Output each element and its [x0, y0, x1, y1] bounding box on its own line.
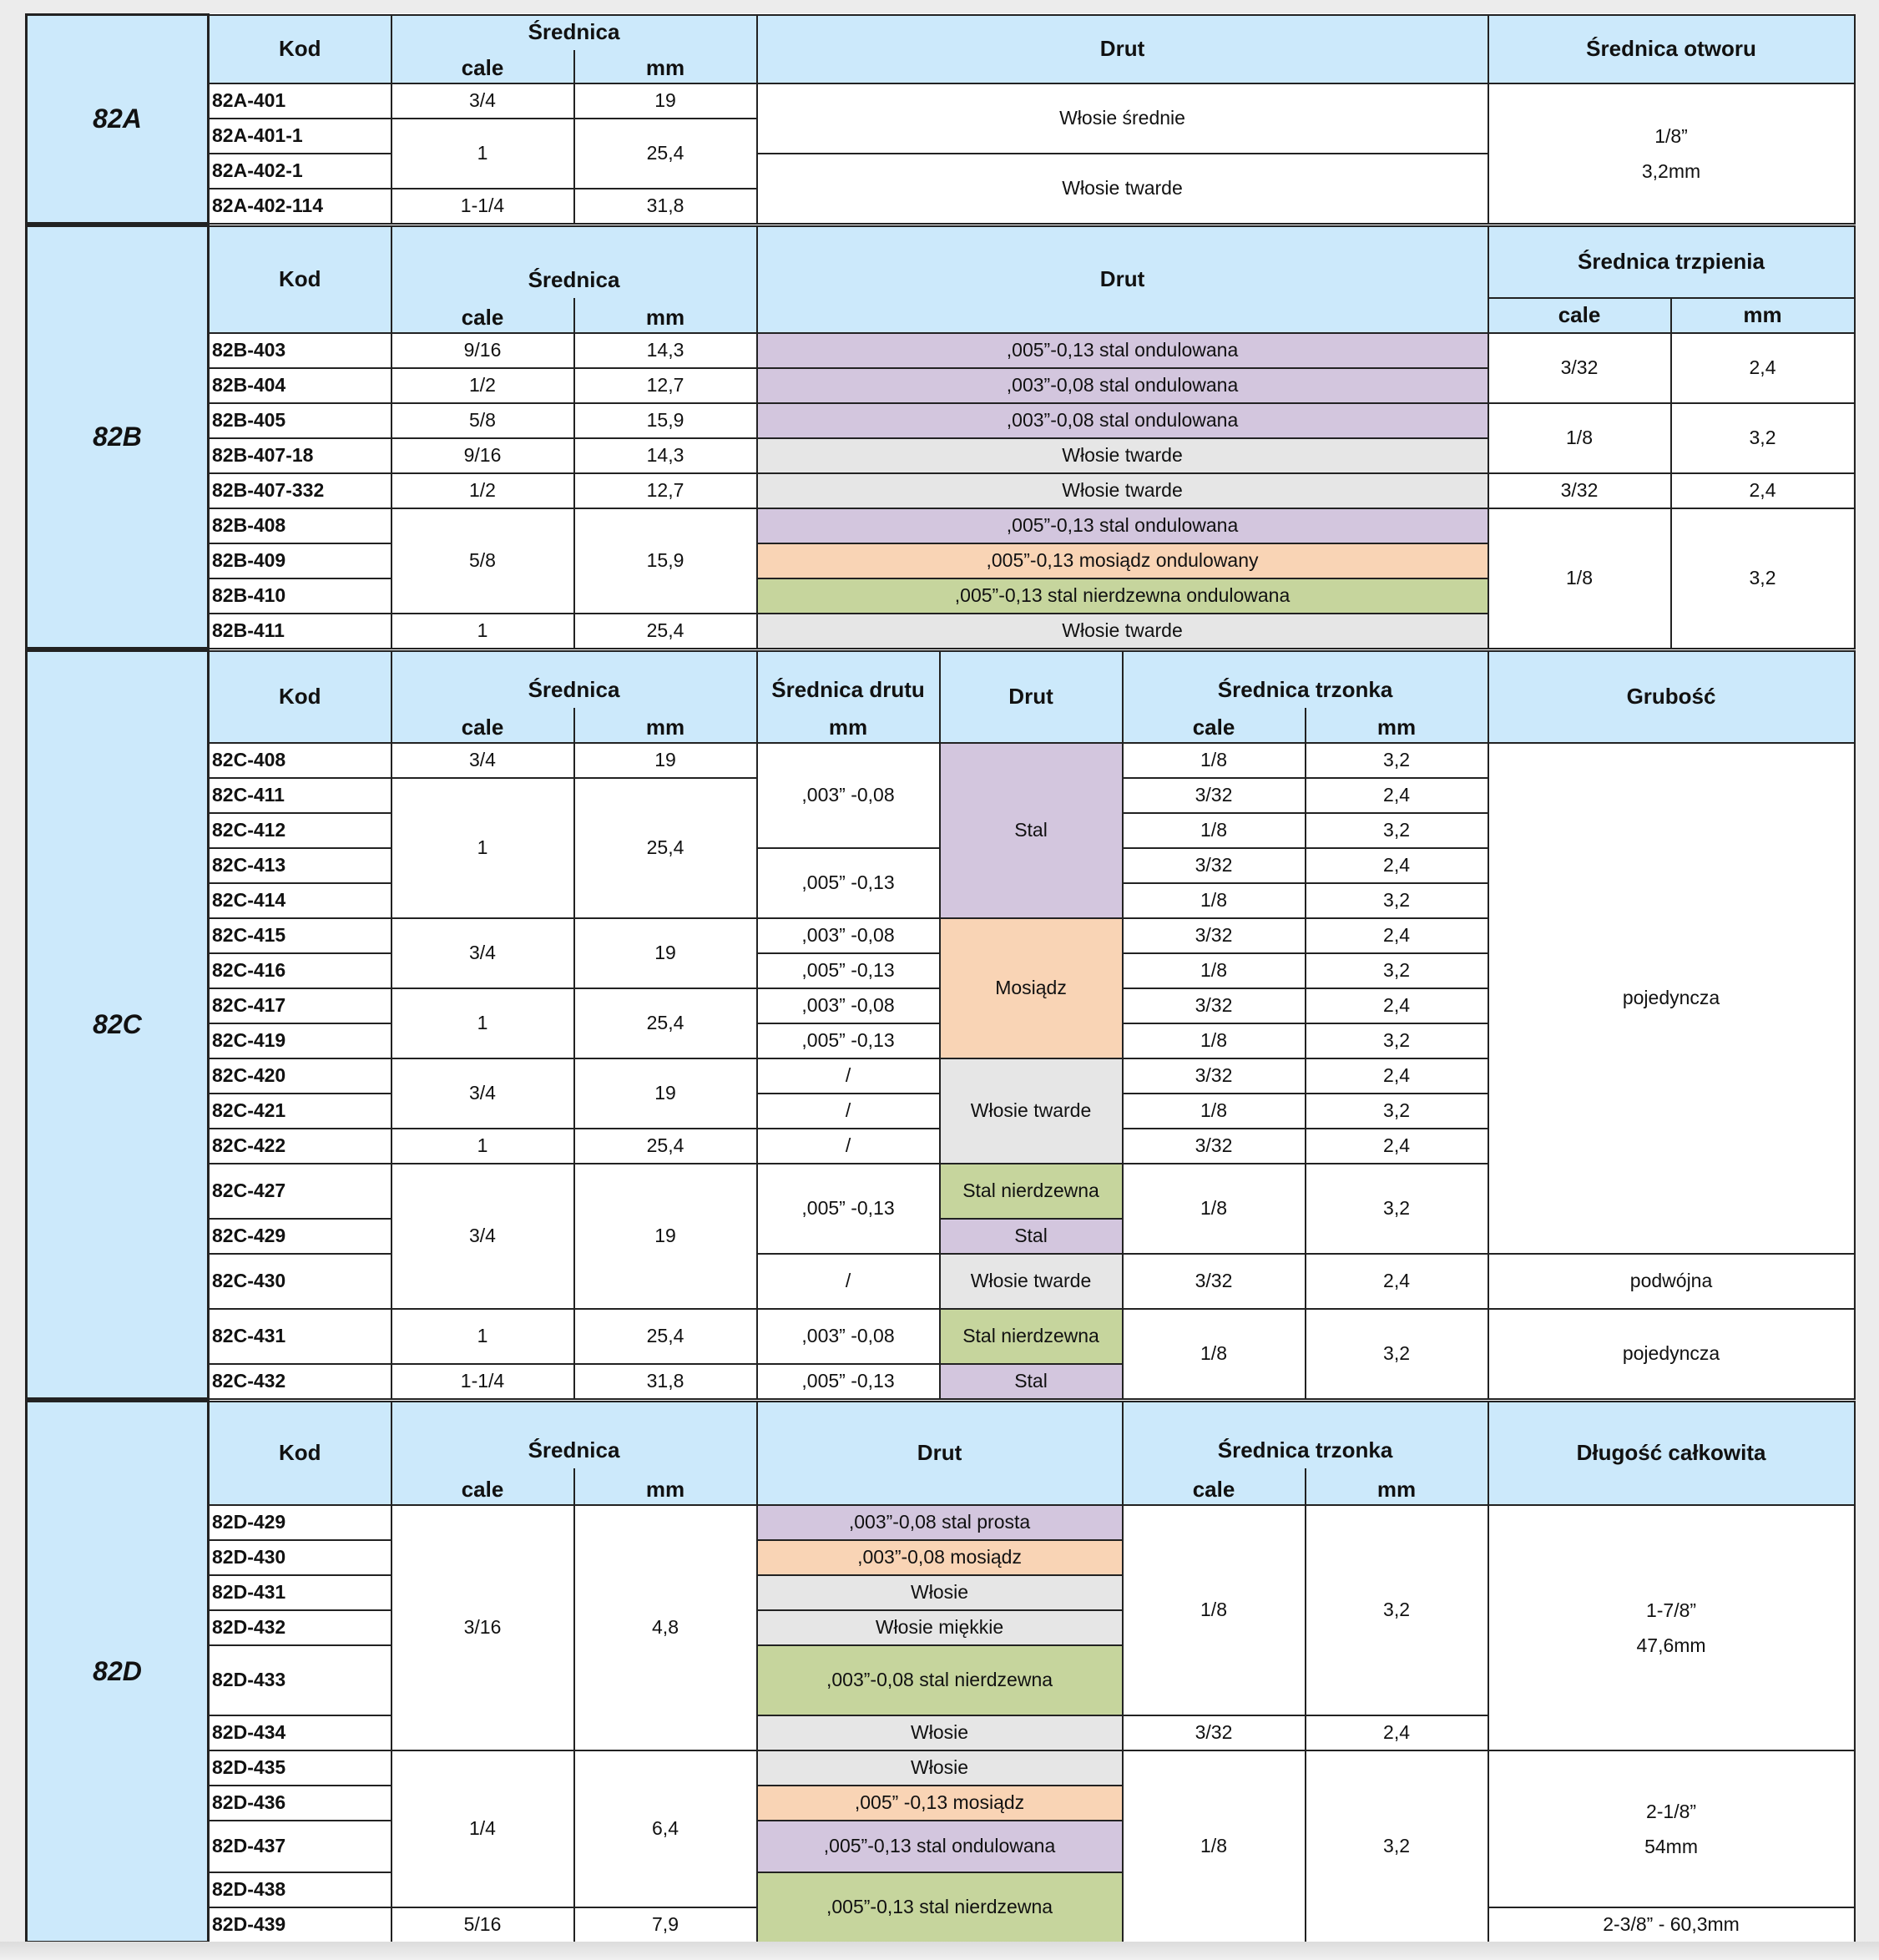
shank-mm: 2,4: [1306, 1058, 1488, 1094]
wire-type: ,005”-0,13 stal nierdzewna ondulowana: [757, 578, 1488, 614]
diameter-mm: 19: [574, 918, 757, 988]
product-code: 82C-413: [209, 848, 391, 883]
shank-mm: 3,2: [1306, 1750, 1488, 1942]
shank-mm: 2,4: [1306, 1254, 1488, 1309]
header-srednica: Średnica: [391, 15, 757, 50]
wire-type: Włosie twarde: [757, 473, 1488, 508]
header-cale: cale: [391, 708, 574, 743]
overall-length-inch: 1-7/8”: [1645, 1599, 1697, 1621]
hole-diameter-inch: 1/8”: [1654, 124, 1688, 147]
overall-length-mm: 54mm: [1644, 1835, 1698, 1857]
wire-diameter: ,005” -0,13: [757, 953, 940, 988]
diameter-mm: 6,4: [574, 1750, 757, 1907]
diameter-mm: 14,3: [574, 333, 757, 368]
header-drut: Drut: [940, 651, 1123, 743]
product-code: 82D-431: [209, 1575, 391, 1610]
diameter-inch: 9/16: [391, 438, 574, 473]
shank-mm: 2,4: [1306, 988, 1488, 1023]
product-code: 82B-409: [209, 543, 391, 578]
product-code: 82C-427: [209, 1164, 391, 1219]
product-code: 82C-414: [209, 883, 391, 918]
header-drut: Drut: [757, 226, 1488, 333]
header-srednica-drutu: Średnica drutu: [757, 651, 940, 708]
product-code: 82A-402-1: [209, 154, 391, 189]
shank-mm: 3,2: [1306, 743, 1488, 778]
diameter-inch: 1: [391, 119, 574, 189]
product-code: 82B-411: [209, 614, 391, 649]
wire-type: ,003”-0,08 stal nierdzewna: [757, 1645, 1123, 1715]
product-code: 82B-403: [209, 333, 391, 368]
wire-diameter: ,003” -0,08: [757, 743, 940, 848]
header-kod: Kod: [209, 226, 391, 333]
section-82d-table: [25, 1400, 1856, 1943]
wire-type: Stal nierdzewna: [940, 1309, 1123, 1364]
shank-mm: 3,2: [1306, 1094, 1488, 1129]
shank-mm: 2,4: [1671, 333, 1855, 403]
diameter-inch: 3/16: [391, 1505, 574, 1750]
product-code: 82B-408: [209, 508, 391, 543]
wire-diameter: ,003” -0,08: [757, 918, 940, 953]
section-label: 82C: [27, 651, 209, 1399]
section-label: 82A: [27, 15, 209, 224]
diameter-mm: 31,8: [574, 1364, 757, 1399]
product-code: 82C-408: [209, 743, 391, 778]
wire-type: Mosiądz: [940, 918, 1123, 1058]
header-drut: Drut: [757, 15, 1488, 83]
wire-type: Stal: [940, 1364, 1123, 1399]
overall-length: [1488, 1750, 1855, 1907]
diameter-inch: 1: [391, 1309, 574, 1364]
wire-type: Włosie twarde: [940, 1254, 1123, 1309]
section-label: 82B: [27, 226, 209, 649]
product-code: 82C-432: [209, 1364, 391, 1399]
diameter-mm: 31,8: [574, 189, 757, 224]
product-code: 82C-411: [209, 778, 391, 813]
product-code: 82C-420: [209, 1058, 391, 1094]
diameter-mm: 15,9: [574, 403, 757, 438]
diameter-inch: 3/4: [391, 918, 574, 988]
diameter-mm: 19: [574, 83, 757, 119]
diameter-inch: 3/4: [391, 83, 574, 119]
wire-type: ,005”-0,13 mosiądz ondulowany: [757, 543, 1488, 578]
thickness: pojedyncza: [1488, 743, 1855, 1254]
product-code: 82D-437: [209, 1821, 391, 1872]
shank-inch: 3/32: [1488, 473, 1671, 508]
shank-mm: 3,2: [1306, 953, 1488, 988]
wire-type: Włosie twarde: [757, 438, 1488, 473]
wire-type: Włosie twarde: [757, 614, 1488, 649]
header-mm: mm: [1306, 1468, 1488, 1505]
header-kod: Kod: [209, 15, 391, 83]
shank-mm: 2,4: [1306, 1715, 1488, 1750]
diameter-mm: 19: [574, 743, 757, 778]
wire-type: ,003”-0,08 stal ondulowana: [757, 368, 1488, 403]
shank-inch: 1/8: [1123, 953, 1306, 988]
diameter-mm: 25,4: [574, 1309, 757, 1364]
section-82a-table: [25, 13, 1856, 225]
wire-diameter: ,005” -0,13: [757, 1023, 940, 1058]
product-code: 82D-438: [209, 1872, 391, 1907]
product-code: 82C-431: [209, 1309, 391, 1364]
shank-mm: 3,2: [1306, 813, 1488, 848]
product-code: 82C-419: [209, 1023, 391, 1058]
product-code: 82B-410: [209, 578, 391, 614]
shank-mm: 3,2: [1306, 1505, 1488, 1715]
wire-type: Włosie średnie: [757, 83, 1488, 154]
shank-mm: 3,2: [1306, 1023, 1488, 1058]
wire-type: ,003”-0,08 stal prosta: [757, 1505, 1123, 1540]
shank-mm: 3,2: [1306, 1164, 1488, 1254]
shank-inch: 3/32: [1488, 333, 1671, 403]
diameter-inch: 1: [391, 1129, 574, 1164]
header-cale: cale: [391, 50, 574, 83]
product-code: 82C-416: [209, 953, 391, 988]
product-code: 82D-435: [209, 1750, 391, 1786]
wire-diameter: ,003” -0,08: [757, 1309, 940, 1364]
header-srednica: Średnica: [391, 651, 757, 708]
diameter-mm: 4,8: [574, 1505, 757, 1750]
shank-inch: 3/32: [1123, 1058, 1306, 1094]
diameter-inch: 5/16: [391, 1907, 574, 1942]
shank-mm: 3,2: [1671, 508, 1855, 649]
shank-mm: 2,4: [1306, 1129, 1488, 1164]
wire-type: Stal: [940, 1219, 1123, 1254]
shank-inch: 3/32: [1123, 1715, 1306, 1750]
product-code: 82C-412: [209, 813, 391, 848]
header-cale: cale: [391, 1468, 574, 1505]
thickness: podwójna: [1488, 1254, 1855, 1309]
wire-type: ,005”-0,13 stal ondulowana: [757, 1821, 1123, 1872]
shank-inch: 1/8: [1488, 508, 1671, 649]
header-mm: mm: [574, 708, 757, 743]
shank-inch: 3/32: [1123, 778, 1306, 813]
shank-inch: 1/8: [1123, 1505, 1306, 1715]
header-cale: cale: [1488, 298, 1671, 333]
shank-inch: 1/8: [1123, 1164, 1306, 1254]
wire-type: ,005”-0,13 stal nierdzewna: [757, 1872, 1123, 1942]
header-grubosc: Grubość: [1488, 651, 1855, 743]
diameter-inch: 1: [391, 614, 574, 649]
hole-diameter: [1488, 83, 1855, 224]
shank-inch: 3/32: [1123, 918, 1306, 953]
shank-inch: 3/32: [1123, 1129, 1306, 1164]
header-srednica-trzpienia: Średnica trzpienia: [1488, 226, 1855, 298]
header-mm: mm: [574, 298, 757, 333]
product-code: 82A-402-114: [209, 189, 391, 224]
header-cale: cale: [1123, 1468, 1306, 1505]
header-mm: mm: [757, 708, 940, 743]
overall-length-mm: 47,6mm: [1636, 1634, 1706, 1656]
header-srednica-trzonka: Średnica trzonka: [1123, 1402, 1488, 1468]
header-mm: mm: [574, 50, 757, 83]
diameter-mm: 7,9: [574, 1907, 757, 1942]
wire-type: ,005”-0,13 stal ondulowana: [757, 333, 1488, 368]
product-code: 82C-422: [209, 1129, 391, 1164]
product-code: 82B-407-18: [209, 438, 391, 473]
shank-mm: 2,4: [1671, 473, 1855, 508]
diameter-mm: 12,7: [574, 368, 757, 403]
product-code: 82C-421: [209, 1094, 391, 1129]
wire-type: Stal: [940, 743, 1123, 918]
wire-type: ,005” -0,13 mosiądz: [757, 1786, 1123, 1821]
hole-diameter-mm: 3,2mm: [1641, 159, 1701, 182]
diameter-mm: 25,4: [574, 778, 757, 918]
shank-mm: 2,4: [1306, 778, 1488, 813]
shank-inch: 1/8: [1123, 813, 1306, 848]
product-spec-sheet: [25, 13, 1853, 1943]
diameter-mm: 14,3: [574, 438, 757, 473]
overall-length: [1488, 1505, 1855, 1750]
diameter-mm: 25,4: [574, 119, 757, 189]
wire-diameter: /: [757, 1129, 940, 1164]
diameter-inch: 3/4: [391, 1058, 574, 1129]
shank-mm: 3,2: [1306, 883, 1488, 918]
header-drut: Drut: [757, 1402, 1123, 1505]
shank-inch: 1/8: [1123, 743, 1306, 778]
wire-type: Włosie twarde: [940, 1058, 1123, 1164]
product-code: 82C-415: [209, 918, 391, 953]
product-code: 82D-439: [209, 1907, 391, 1942]
diameter-inch: 1/4: [391, 1750, 574, 1907]
diameter-mm: 15,9: [574, 508, 757, 614]
wire-type: Włosie: [757, 1575, 1123, 1610]
shank-inch: 1/8: [1123, 883, 1306, 918]
diameter-inch: 3/4: [391, 1164, 574, 1309]
diameter-inch: 1: [391, 778, 574, 918]
diameter-mm: 25,4: [574, 988, 757, 1058]
header-mm: mm: [574, 1468, 757, 1505]
diameter-mm: 19: [574, 1058, 757, 1129]
header-srednica-otworu: Średnica otworu: [1488, 15, 1855, 83]
diameter-mm: 19: [574, 1164, 757, 1309]
product-code: 82D-429: [209, 1505, 391, 1540]
diameter-inch: 3/4: [391, 743, 574, 778]
diameter-inch: 1/2: [391, 368, 574, 403]
product-code: 82B-404: [209, 368, 391, 403]
wire-type: Włosie: [757, 1750, 1123, 1786]
product-code: 82A-401: [209, 83, 391, 119]
diameter-inch: 1/2: [391, 473, 574, 508]
header-dlugosc-calkowita: Długość całkowita: [1488, 1402, 1855, 1505]
wire-type: Włosie miękkie: [757, 1610, 1123, 1645]
shank-inch: 3/32: [1123, 848, 1306, 883]
shank-mm: 2,4: [1306, 918, 1488, 953]
wire-type: Stal nierdzewna: [940, 1164, 1123, 1219]
product-code: 82D-432: [209, 1610, 391, 1645]
shank-inch: 1/8: [1123, 1750, 1306, 1942]
shank-inch: 1/8: [1123, 1023, 1306, 1058]
diameter-mm: 12,7: [574, 473, 757, 508]
shank-mm: 3,2: [1306, 1309, 1488, 1399]
product-code: 82C-417: [209, 988, 391, 1023]
wire-diameter: ,005” -0,13: [757, 1164, 940, 1254]
wire-diameter: ,003” -0,08: [757, 988, 940, 1023]
wire-type: Włosie twarde: [757, 154, 1488, 224]
wire-diameter: /: [757, 1058, 940, 1094]
shank-mm: 2,4: [1306, 848, 1488, 883]
diameter-inch: 1-1/4: [391, 1364, 574, 1399]
shank-mm: 3,2: [1671, 403, 1855, 473]
diameter-mm: 25,4: [574, 614, 757, 649]
header-kod: Kod: [209, 651, 391, 743]
diameter-inch: 5/8: [391, 508, 574, 614]
diameter-inch: 5/8: [391, 403, 574, 438]
thickness: pojedyncza: [1488, 1309, 1855, 1399]
shank-inch: 3/32: [1123, 988, 1306, 1023]
wire-diameter: ,005” -0,13: [757, 848, 940, 918]
wire-type: ,003”-0,08 mosiądz: [757, 1540, 1123, 1575]
header-cale: cale: [391, 298, 574, 333]
overall-length-inch: 2-1/8”: [1645, 1800, 1697, 1822]
product-code: 82D-434: [209, 1715, 391, 1750]
wire-diameter: /: [757, 1094, 940, 1129]
overall-length: 2-3/8” - 60,3mm: [1488, 1907, 1855, 1942]
product-code: 82B-405: [209, 403, 391, 438]
section-82b-table: [25, 225, 1856, 649]
header-mm: mm: [1671, 298, 1855, 333]
product-code: 82A-401-1: [209, 119, 391, 154]
wire-diameter: /: [757, 1254, 940, 1309]
page-bottom-shadow: [0, 1942, 1879, 1960]
shank-inch: 3/32: [1123, 1254, 1306, 1309]
header-kod: Kod: [209, 1402, 391, 1505]
section-label: 82D: [27, 1402, 209, 1942]
wire-type: ,003”-0,08 stal ondulowana: [757, 403, 1488, 438]
diameter-inch: 1-1/4: [391, 189, 574, 224]
diameter-inch: 9/16: [391, 333, 574, 368]
shank-inch: 1/8: [1488, 403, 1671, 473]
header-cale: cale: [1123, 708, 1306, 743]
shank-inch: 1/8: [1123, 1094, 1306, 1129]
wire-diameter: ,005” -0,13: [757, 1364, 940, 1399]
product-code: 82D-430: [209, 1540, 391, 1575]
diameter-mm: 25,4: [574, 1129, 757, 1164]
header-mm: mm: [1306, 708, 1488, 743]
section-82c-table: [25, 649, 1856, 1400]
header-srednica: Średnica: [391, 1402, 757, 1468]
wire-type: ,005”-0,13 stal ondulowana: [757, 508, 1488, 543]
product-code: 82D-436: [209, 1786, 391, 1821]
product-code: 82B-407-332: [209, 473, 391, 508]
header-srednica-trzonka: Średnica trzonka: [1123, 651, 1488, 708]
shank-inch: 1/8: [1123, 1309, 1306, 1399]
wire-type: Włosie: [757, 1715, 1123, 1750]
product-code: 82D-433: [209, 1645, 391, 1715]
header-srednica: Średnica: [391, 226, 757, 298]
diameter-inch: 1: [391, 988, 574, 1058]
product-code: 82C-430: [209, 1254, 391, 1309]
product-code: 82C-429: [209, 1219, 391, 1254]
